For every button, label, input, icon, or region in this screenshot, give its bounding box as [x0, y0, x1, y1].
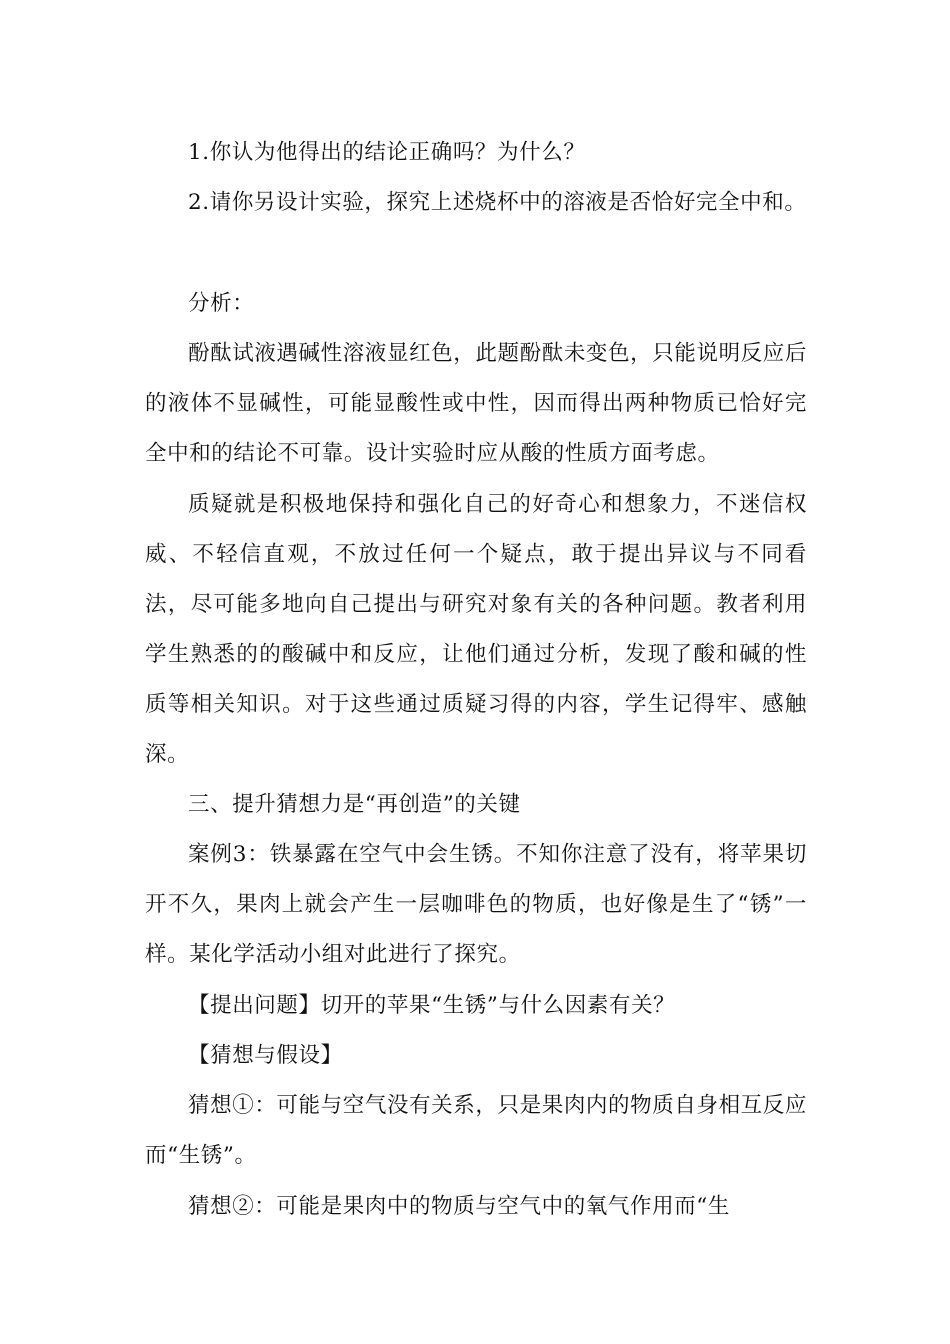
question-2: 2.请你另设计实验，探究上述烧杯中的溶液是否恰好完全中和。: [188, 190, 807, 215]
questioning-paragraph: 质疑就是积极地保持和强化自己的好奇心和想象力，不迷信权威、不轻信直观，不放过任何一个疑点，敢于提出异议与不同看法，尽可能多地向自己提出与研究对象有关的各种问题。教者利用学生熟悉的的酸碱中和反应，让他们通过分析，发现了酸和碱的性质等相关知识。对于这些通过质疑习得的内容，学生记得牢、感触深。: [145, 492, 807, 767]
raise-question-paragraph: 【提出问题】切开的苹果“生锈”与什么因素有关？: [188, 993, 676, 1018]
analysis-body: 酚酞试液遇碱性溶液显红色，此题酚酞未变色，只能说明反应后的液体不显碱性，可能显酸性或中性，因而得出两种物质已恰好完全中和的结论不可靠。设计实验时应从酸的性质方面考虑。: [145, 341, 807, 466]
question-1: 1.你认为他得出的结论正确吗？为什么？: [188, 140, 586, 165]
guess-1-paragraph: 猜想①：可能与空气没有关系，只是果肉内的物质自身相互反应而“生锈”。: [145, 1093, 807, 1168]
guess-2-paragraph: 猜想②：可能是果肉中的物质与空气中的氧气作用而“生: [188, 1194, 730, 1219]
section-3-heading: 三、提升猜想力是“再创造”的关键: [188, 792, 521, 817]
case-3-paragraph: 案例3：铁暴露在空气中会生锈。不知你注意了没有，将苹果切开不久，果肉上就会产生一层咖啡色的物质，也好像是生了“锈”一样。某化学活动小组对此进行了探究。: [145, 842, 807, 967]
analysis-heading: 分析：: [188, 291, 255, 316]
hypothesis-heading: 【猜想与假设】: [188, 1043, 343, 1068]
